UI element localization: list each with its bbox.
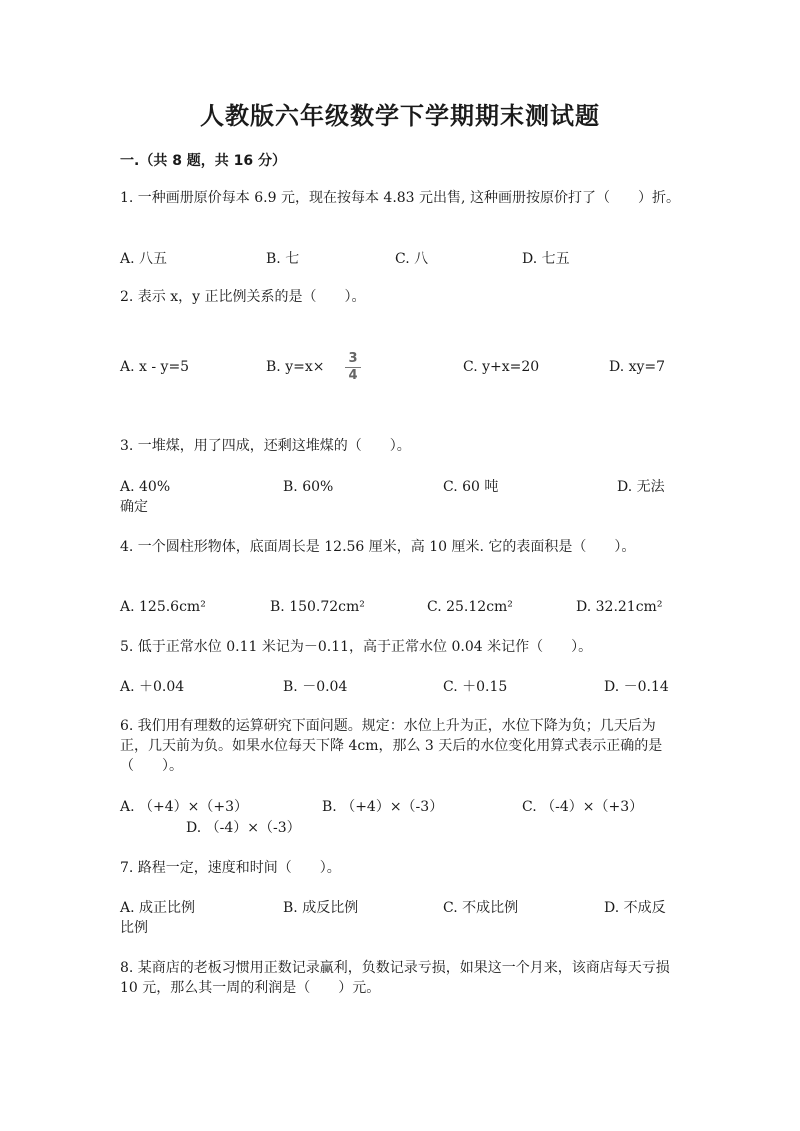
question-4-stem: 4. 一个圆柱形物体，底面周长是 12.56 厘米，高 10 厘米. 它的表面积是（ ）。 — [120, 539, 636, 555]
q7-option-d-wrap: 比例 — [120, 920, 148, 936]
q4-option-d[interactable]: D. 32.21cm² — [576, 599, 663, 615]
question-2-stem: 2. 表示 x，y 正比例关系的是（ ）。 — [120, 289, 366, 305]
q3-option-c[interactable]: C. 60 吨 — [443, 479, 499, 495]
question-1-stem: 1. 一种画册原价每本 6.9 元，现在按每本 4.83 元出售, 这种画册按原价打了（ ）折。 — [120, 190, 680, 206]
fraction-numerator: 3 — [348, 351, 358, 366]
question-5-stem: 5. 低于正常水位 0.11 米记为－0.11，高于正常水位 0.04 米记作（ ）。 — [120, 639, 593, 655]
q3-option-a[interactable]: A. 40% — [120, 479, 171, 495]
q4-option-b[interactable]: B. 150.72cm² — [270, 599, 365, 615]
question-8-stem: 8. 某商店的老板习惯用正数记录赢利，负数记录亏损，如果这一个月来，该商店每天亏损 10 元，那么其一周的利润是（ ）元。 — [120, 960, 670, 996]
q2-option-b[interactable]: B. y=x× — [266, 359, 325, 375]
question-7-stem: 7. 路程一定，速度和时间（ ）。 — [120, 860, 341, 876]
q1-option-a[interactable]: A. 八五 — [120, 251, 168, 267]
question-6-stem: 6. 我们用有理数的运算研究下面问题。规定：水位上升为正，水位下降为负；几天后为正，几天前为负。如果水位每天下降 4cm，那么 3 天后的水位变化用算式表示正确的是（ ）。 — [120, 718, 663, 774]
q7-option-a[interactable]: A. 成正比例 — [120, 900, 196, 916]
q6-option-a[interactable]: A. （+4）×（+3） — [120, 799, 249, 815]
q5-option-b[interactable]: B. －0.04 — [283, 679, 348, 695]
q2-option-d[interactable]: D. xy=7 — [609, 359, 666, 375]
q3-option-b[interactable]: B. 60% — [283, 479, 334, 495]
q1-option-d[interactable]: D. 七五 — [522, 251, 570, 267]
q2-fraction — [345, 352, 361, 383]
q6-option-b[interactable]: B. （+4）×（-3） — [322, 799, 444, 815]
question-3-stem: 3. 一堆煤，用了四成，还剩这堆煤的（ ）。 — [120, 438, 411, 454]
fraction-denominator: 4 — [348, 368, 358, 383]
q4-option-a[interactable]: A. 125.6cm² — [120, 599, 206, 615]
q7-option-d[interactable]: D. 不成反 — [604, 900, 666, 916]
q5-option-d[interactable]: D. －0.14 — [604, 679, 669, 695]
q2-option-a[interactable]: A. x - y=5 — [120, 359, 190, 375]
q3-option-d[interactable]: D. 无法 — [617, 479, 665, 495]
q1-option-c[interactable]: C. 八 — [395, 251, 429, 267]
section-heading: 一.（共 8 题，共 16 分） — [120, 153, 287, 169]
q4-option-c[interactable]: C. 25.12cm² — [427, 599, 513, 615]
q7-option-c[interactable]: C. 不成比例 — [443, 900, 519, 916]
q3-option-d-wrap: 确定 — [120, 499, 148, 515]
q6-option-c[interactable]: C. （-4）×（+3） — [522, 799, 644, 815]
q5-option-a[interactable]: A. ＋0.04 — [120, 679, 185, 695]
q7-option-b[interactable]: B. 成反比例 — [283, 900, 359, 916]
q5-option-c[interactable]: C. ＋0.15 — [443, 679, 508, 695]
q1-option-b[interactable]: B. 七 — [266, 251, 300, 267]
q2-option-c[interactable]: C. y+x=20 — [463, 359, 540, 375]
q6-option-d[interactable]: D. （-4）×（-3） — [186, 820, 301, 836]
page-title: 人教版六年级数学下学期期末测试题 — [200, 102, 600, 130]
